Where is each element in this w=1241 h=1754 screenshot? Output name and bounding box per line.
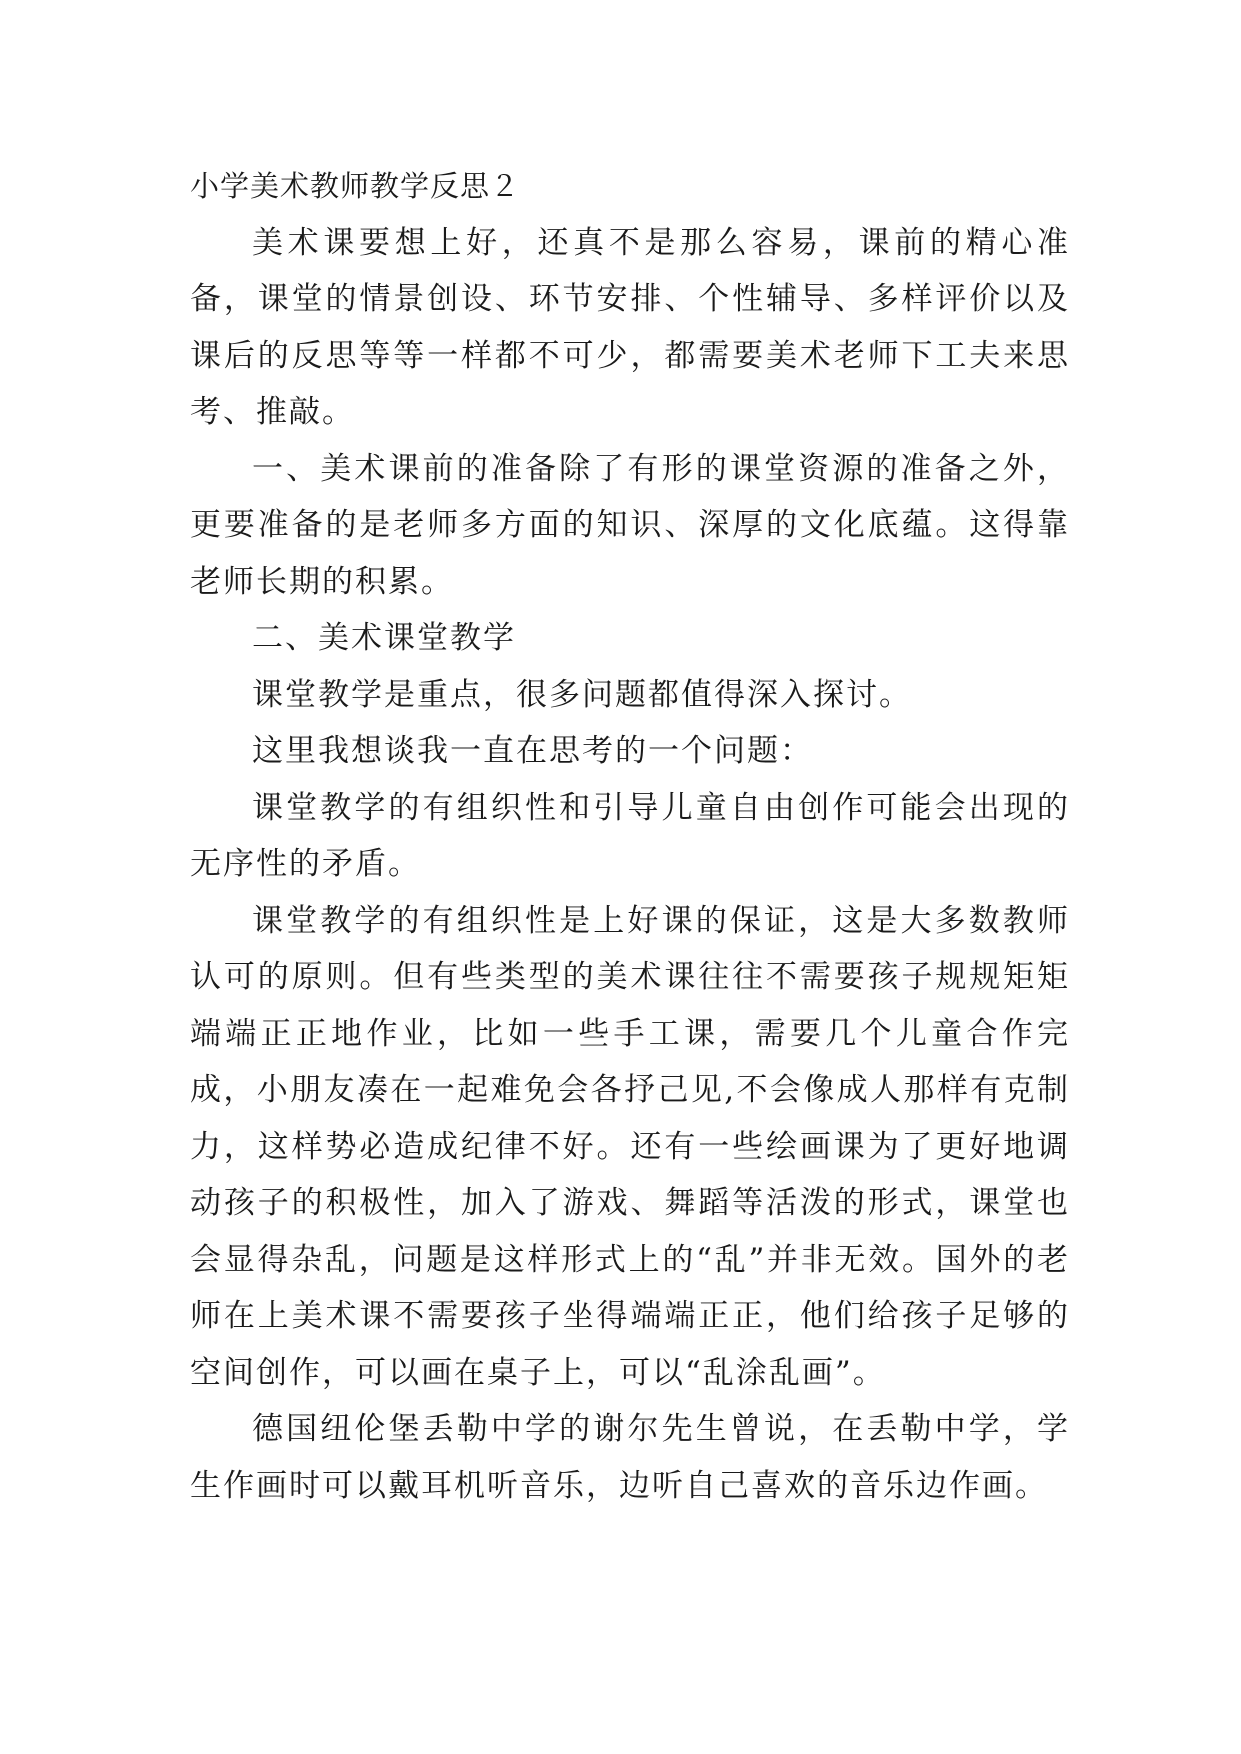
- document-title: 小学美术教师教学反思２: [190, 169, 521, 203]
- paragraph: 美术课要想上好，还真不是那么容易，课前的精心准备，课堂的情景创设、环节安排、个性辅导、多样评价以及课后的反思等等一样都不可少，都需要美术老师下工夫来思考、推敲。: [190, 224, 1070, 430]
- paragraph: 课堂教学的有组织性是上好课的保证，这是大多数教师认可的原则。但有些类型的美术课往往不需要孩子规规矩矩端端正正地作业，比如一些手工课，需要几个儿童合作完成，小朋友凑在一起难免会各抒己见,不会像成人那样有克制力，这样势必造成纪律不好。还有一些绘画课为了更好地调动孩子的积极性，加入了游戏、舞蹈等活泼的形式，课堂也会显得杂乱，问题是这样形式上的“乱”并非无效。国外的老师在上美术课不需要孩子坐得端端正正，他们给孩子足够的空间创作，可以画在桌子上，可以“乱涂乱画”。: [190, 902, 1070, 1391]
- document-body: [190, 158, 1070, 1514]
- paragraph: 一、美术课前的准备除了有形的课堂资源的准备之外，更要准备的是老师多方面的知识、深厚的文化底蕴。这得靠老师长期的积累。: [190, 450, 1070, 600]
- paragraph: 德国纽伦堡丢勒中学的谢尔先生曾说，在丢勒中学，学生作画时可以戴耳机听音乐，边听自己喜欢的音乐边作画。: [190, 1411, 1070, 1504]
- section-heading: 二、美术课堂教学: [252, 620, 516, 656]
- paragraph: 课堂教学的有组织性和引导儿童自由创作可能会出现的无序性的矛盾。: [190, 789, 1070, 882]
- paragraph: 课堂教学是重点，很多问题都值得深入探讨。: [252, 676, 912, 713]
- paragraph: 这里我想谈我一直在思考的一个问题：: [252, 733, 813, 769]
